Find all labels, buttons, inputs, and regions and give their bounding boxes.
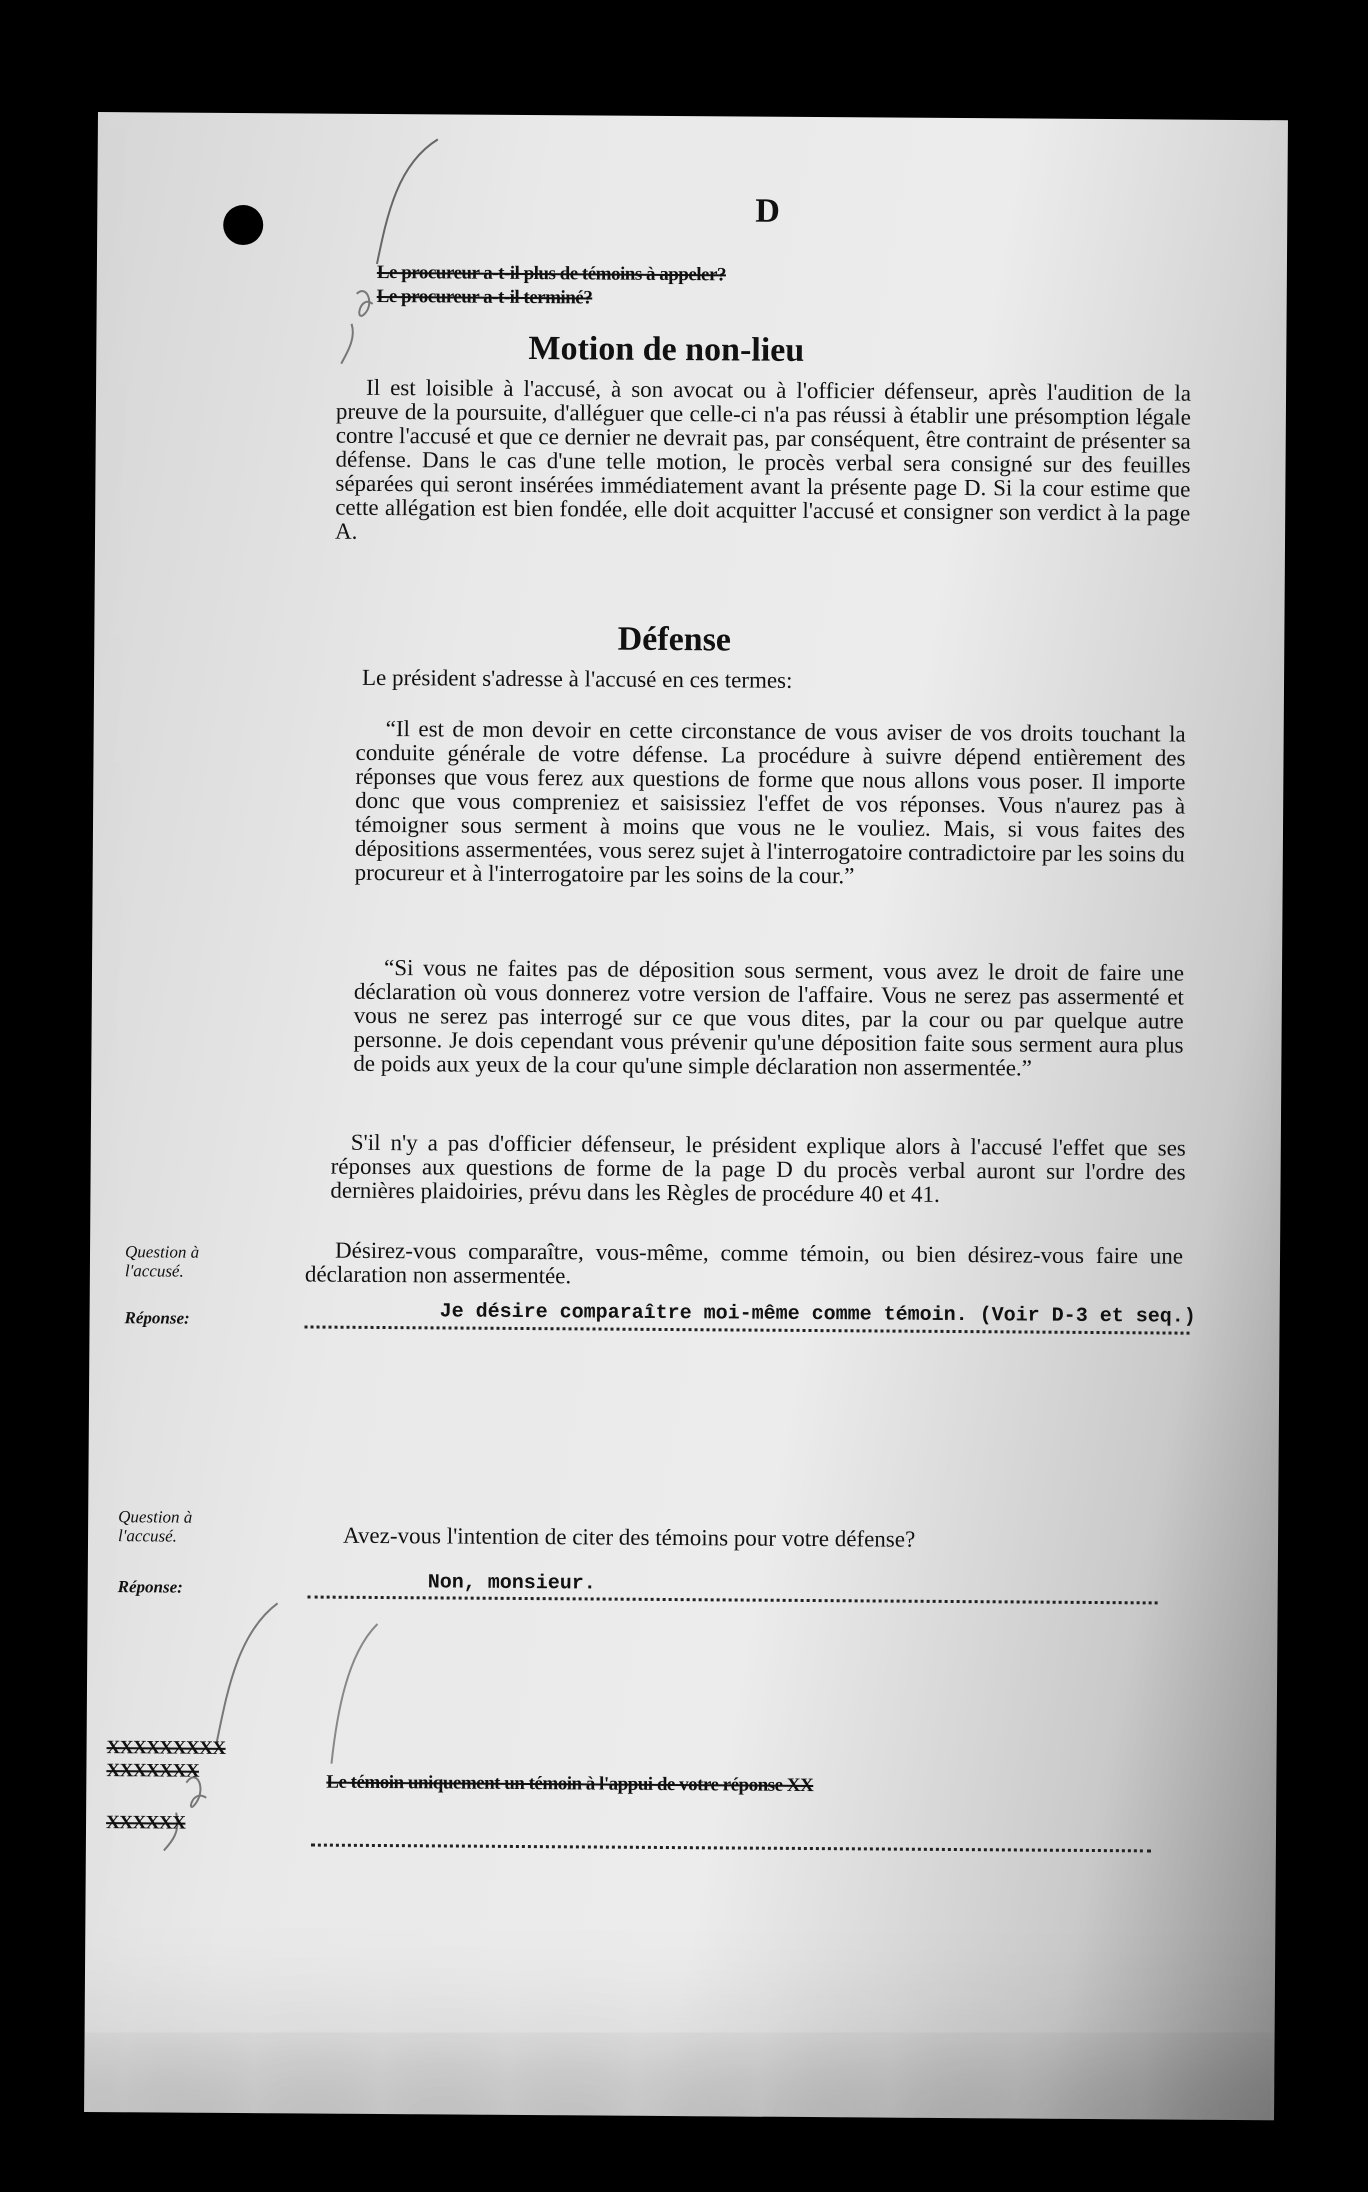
defense-note: S'il n'y a pas d'officier défenseur, le président explique alors à l'accusé l'effet que ses réponses aux questions de forme de la page D du procès verbal auront sur l'ordre des dernières plaidoiries, prévu dans les Règles de procédure 40 et 41. bbox=[330, 1129, 1186, 1207]
q1-answer-label: Réponse: bbox=[124, 1308, 190, 1328]
struck-line-1: Le procureur a-t-il plus de témoins à appeler? bbox=[376, 261, 727, 286]
bottom-answer-line bbox=[311, 1844, 1151, 1853]
struck-line-2: Le procureur a-t-il terminé? bbox=[376, 285, 593, 309]
q1-answer: Je désire comparaître moi-même comme témoin. (Voir D-3 et seq.) bbox=[439, 1300, 1196, 1329]
struck-right: Le témoin uniquement un témoin à l'appui de votre réponse XX bbox=[326, 1771, 814, 1797]
document-page bbox=[84, 112, 1288, 2120]
page-letter: D bbox=[755, 192, 781, 230]
q2-text: Avez-vous l'intention de citer des témoins pour votre défense? bbox=[342, 1522, 916, 1552]
punch-hole bbox=[223, 205, 263, 245]
struck-left-3: XXXXXX bbox=[105, 1812, 186, 1834]
defense-intro: Le président s'adresse à l'accusé en ces termes: bbox=[361, 664, 793, 693]
q2-answer: Non, monsieur. bbox=[427, 1571, 596, 1596]
defense-quote-2: “Si vous ne faites pas de déposition sous serment, vous avez le droit de faire une déclaration où vous donnerez votre version de l'affaire. Vous ne serez pas assermenté et vous ne serez pas interrogé sur ce que vous dites, par la cour ou par quelque autre personne. Je dois cependant vous prévenir qu'une déposition faite sous serment aura plus de poids aux yeux de la cour qu'une simple déclaration non assermentée.” bbox=[353, 955, 1185, 1081]
motion-text: Il est loisible à l'accusé, à son avocat ou à l'officier défenseur, après l'audition de la preuve de la poursuite, d'alléguer que celle-ci n'a pas réussi à établir une présomption légale contre l'accusé et que ce dernier ne devrait pas, par conséquent, être contraint de présenter sa défense. Dans le cas d'une telle motion, le procès verbal sera consigné sur des feuilles séparées qui seront insérées immédiatement avant la présente page D. Si la cour estime que cette allégation est bien fondée, elle doit acquitter l'accusé et consigner son verdict à la page A. bbox=[334, 374, 1192, 544]
defense-title: Défense bbox=[617, 620, 732, 659]
struck-left-1: XXXXXXXXX bbox=[106, 1737, 226, 1759]
struck-left-2: XXXXXXX bbox=[106, 1760, 200, 1782]
q1-text: Désirez-vous comparaître, vous-même, comme témoin, ou bien désirez-vous faire une déclaration non assermentée. bbox=[304, 1237, 1184, 1289]
q2-answer-line bbox=[308, 1595, 1158, 1604]
q1-label: Question à l'accusé. bbox=[124, 1242, 200, 1281]
motion-title: Motion de non-lieu bbox=[528, 330, 805, 369]
q2-label: Question à l'accusé. bbox=[117, 1507, 193, 1546]
defense-quote-1: “Il est de mon devoir en cette circonstance de vous aviser de vos droits touchant la conduite générale de votre défense. La procédure à suivre dépend entièrement des réponses que vous ferez aux questions de forme que nous allons vous poser. Il importe donc que vous compreniez et saisissiez l'effet de vos réponses. Vous n'aurez pas à témoigner sous serment à moins que vous ne le vouliez. Mais, si vous faites des dépositions assermentées, vous serez sujet à l'interrogatoire contradictoire par les soins du procureur et à l'interrogatoire par les soins de la cour.” bbox=[354, 716, 1186, 889]
q2-answer-label: Réponse: bbox=[117, 1577, 183, 1597]
